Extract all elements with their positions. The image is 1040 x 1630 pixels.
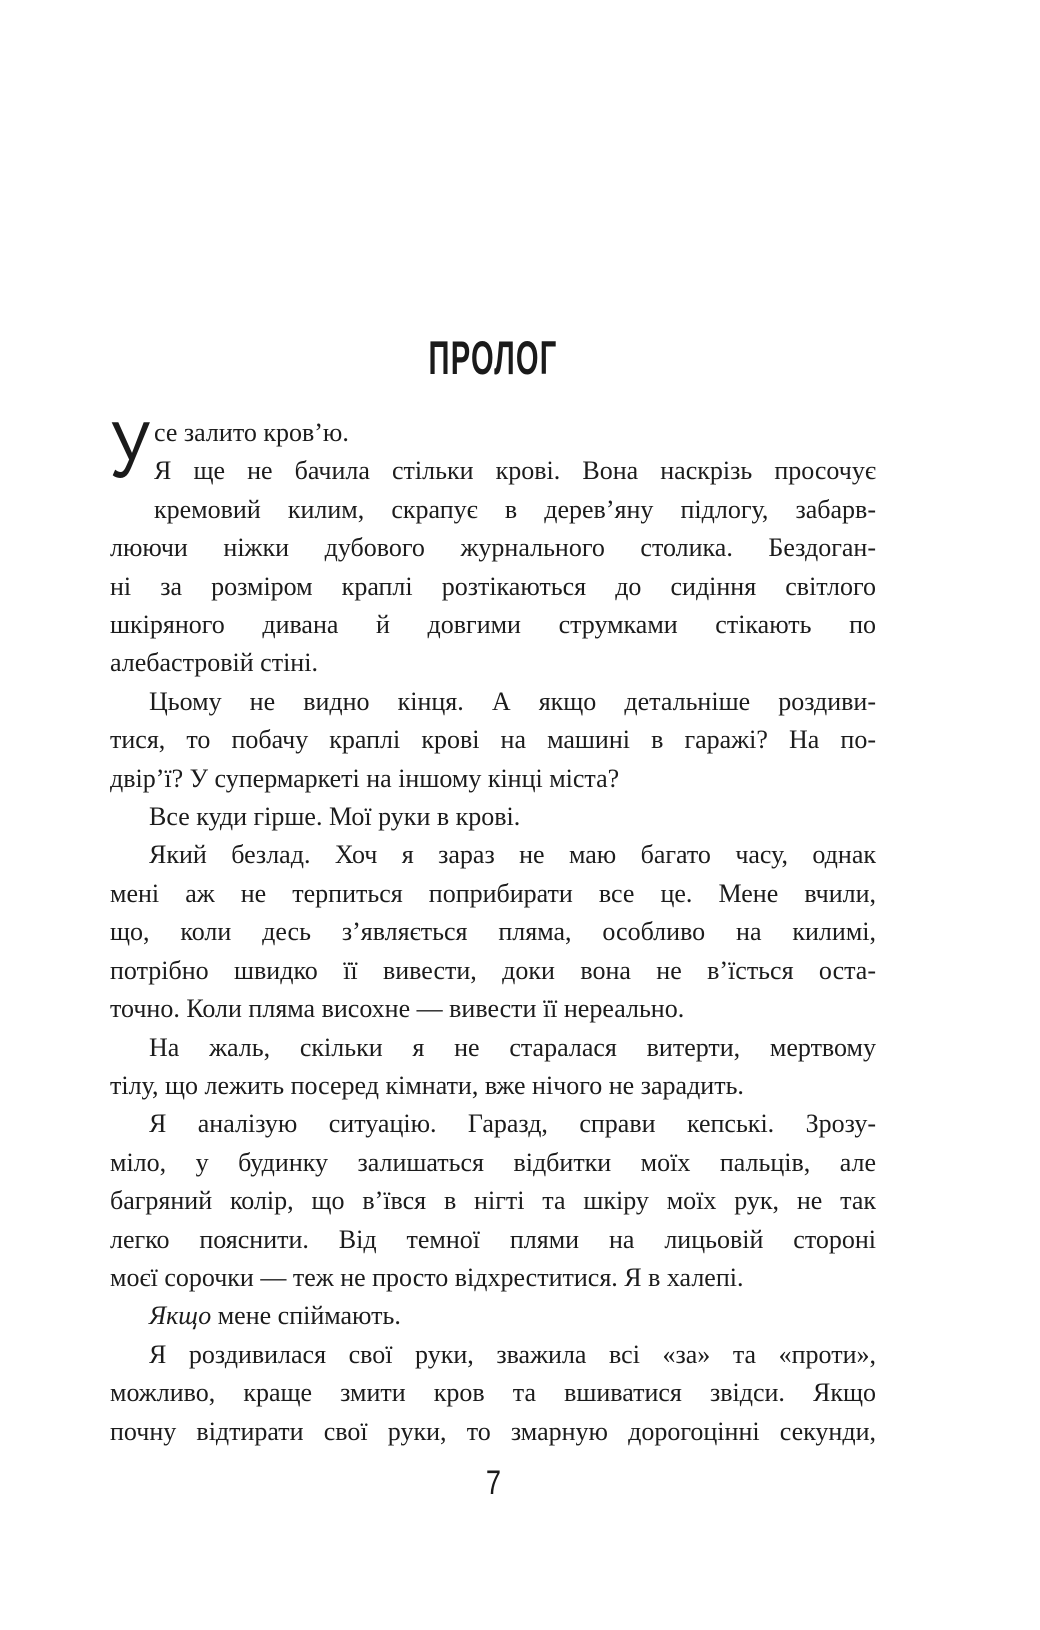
text-line: легко пояснити. Від темної плями на лицьовій стороні	[110, 1224, 876, 1254]
regular-text: мене спіймають.	[211, 1301, 401, 1331]
text-line: люючи ніжки дубового журнального столика. Бездоган-	[110, 533, 876, 563]
text-line: Все куди гірше. Мої руки в крові.	[149, 802, 521, 832]
text-line: Я роздивилася свої руки, зважила всі «за» та «проти»,	[149, 1339, 876, 1369]
text-line: багряний колір, що в’ївся в нігті та шкіру моїх рук, не так	[110, 1186, 876, 1216]
text-line	[110, 1297, 876, 1335]
text-line: потрібно швидко її вивести, доки вона не в’їсться оста-	[110, 955, 876, 985]
text-line: алебастровій стіні.	[110, 648, 318, 678]
text-line: Я аналізую ситуацію. Гаразд, справи кепські. Зрозу-	[149, 1109, 876, 1139]
chapter-title-text: ПРОЛОГ	[428, 331, 558, 384]
body-text	[110, 405, 876, 1451]
text-line: двір’ї? У супермаркеті на іншому кінці міста?	[110, 763, 620, 793]
page-number-text: 7	[485, 1464, 501, 1502]
text-line: Який безлад. Хоч я зараз не маю багато часу, однак	[149, 840, 876, 870]
text-line: Цьому не видно кінця. А якщо детальніше роздиви-	[149, 686, 876, 716]
text-line: почну відтирати свої руки, то змарную дорогоцінні секунди,	[110, 1416, 876, 1446]
text-line: можливо, краще змити кров та вшиватися звідси. Якщо	[110, 1378, 876, 1408]
text-line: кремовий килим, скрапує в дерев’яну підлогу, забарв-	[154, 494, 876, 524]
text-line: мені аж не терпиться поприбирати все це. Мене вчили,	[110, 878, 876, 908]
text-line: се залито кров’ю.	[154, 418, 349, 447]
page-number	[110, 1466, 876, 1507]
text-line: моєї сорочки — теж не просто відхреститися. Я в халепі.	[110, 1262, 744, 1292]
chapter-title	[110, 331, 876, 394]
text-line: На жаль, скільки я не старалася витерти, мертвому	[149, 1032, 876, 1062]
text-line: точно. Коли пляма висохне — вивести її нереально.	[110, 994, 685, 1024]
drop-cap: У	[110, 405, 150, 494]
text-line: міло, у будинку залишаться відбитки моїх пальців, але	[110, 1147, 876, 1177]
text-line: Я ще не бачила стільки крові. Вона наскрізь просочує	[154, 456, 876, 486]
text-line: тілу, що лежить посеред кімнати, вже нічого не зарадить.	[110, 1070, 744, 1100]
text-line: шкіряного дивана й довгими струмками стікають по	[110, 610, 876, 640]
text-line: ні за розміром краплі розтікаються до сидіння світлого	[110, 571, 876, 601]
italic-text: Якщо	[149, 1301, 212, 1331]
text-line: що, коли десь з’являється пляма, особливо на килимі,	[110, 917, 876, 947]
text-line: тися, то побачу краплі крові на машині в гаражі? На по-	[110, 725, 876, 755]
